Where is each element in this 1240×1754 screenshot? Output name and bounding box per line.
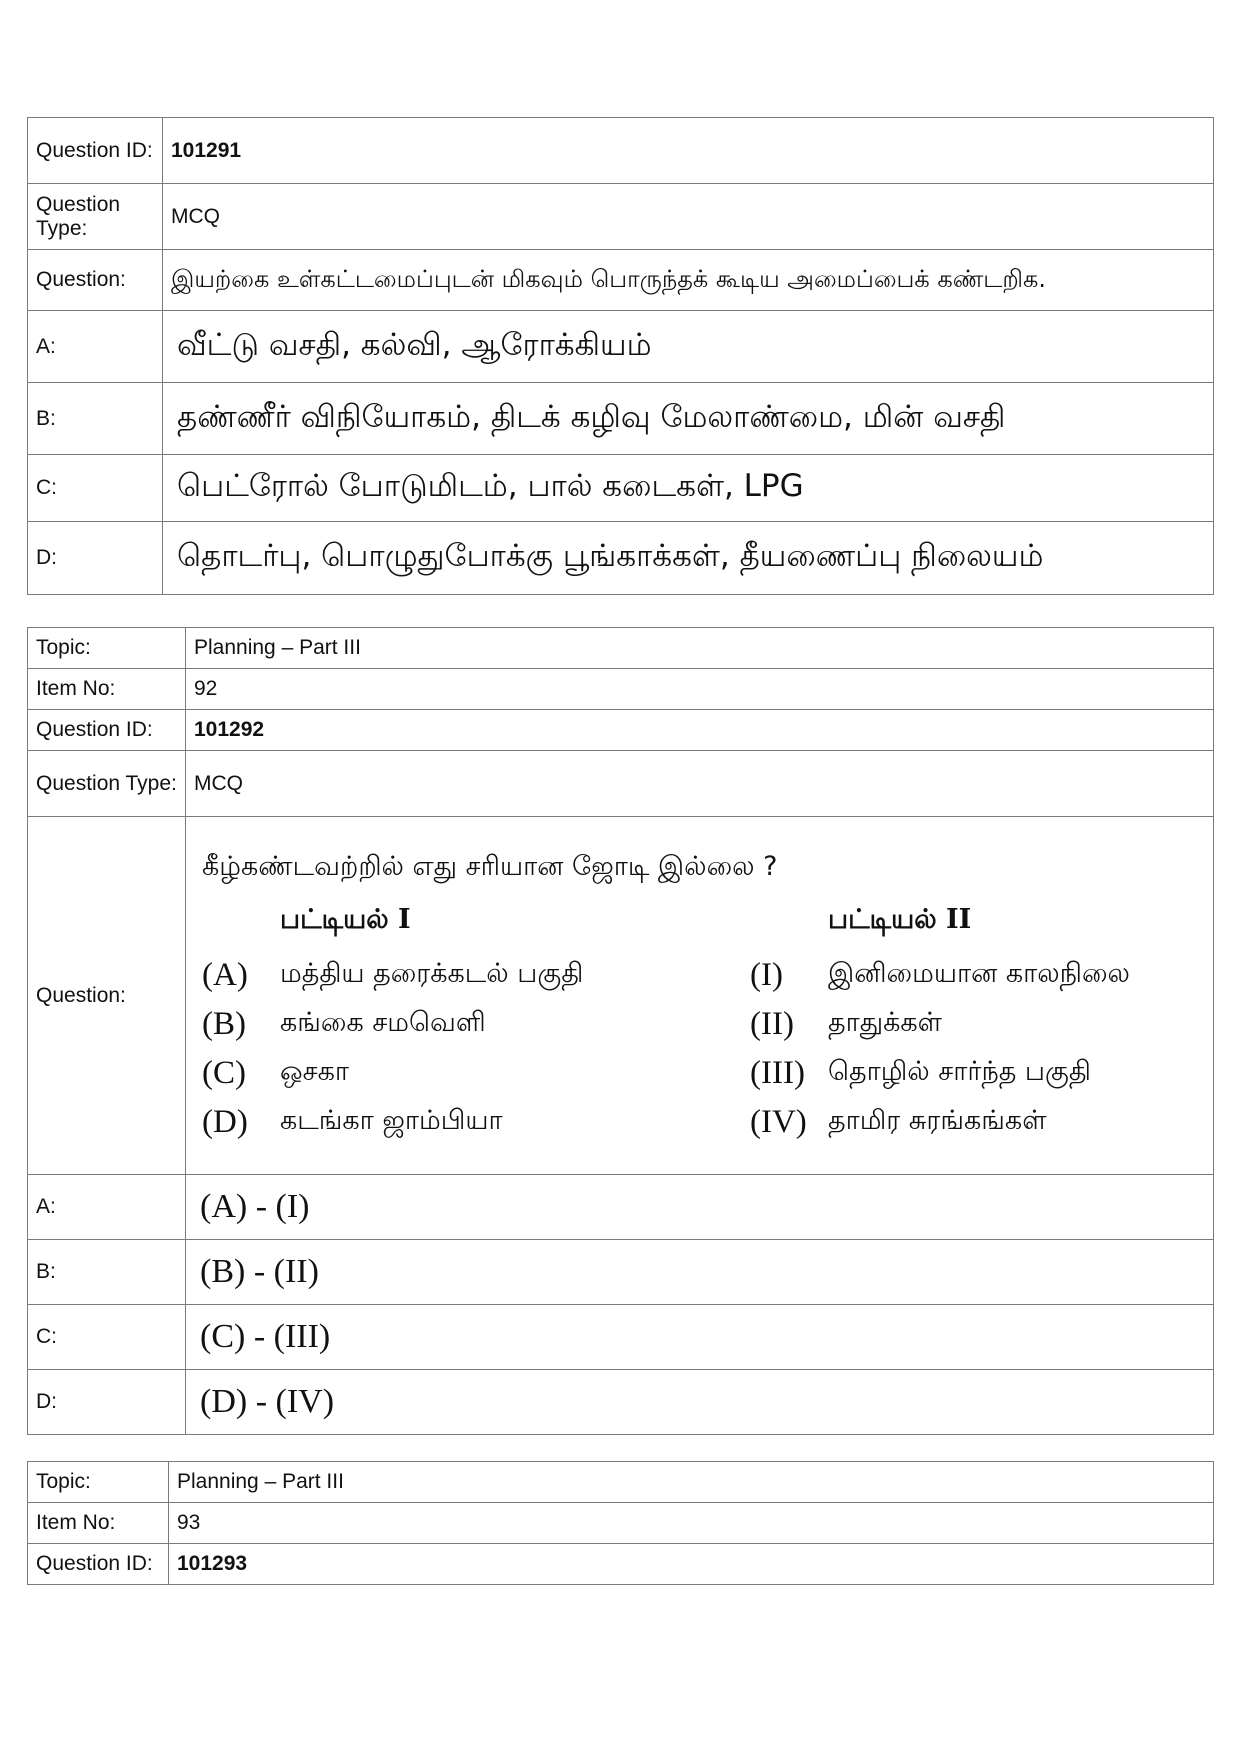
question-id-row — [28, 710, 1214, 751]
topic-value: Planning – Part III — [169, 1462, 1214, 1503]
question-type-label: Question Type: — [28, 751, 186, 817]
option-label: A: — [28, 311, 163, 383]
list-2-item: தாதுக்கள் — [828, 1006, 943, 1038]
item-no-row — [28, 1503, 1214, 1544]
option-row-a — [28, 311, 1214, 383]
topic-row — [28, 1462, 1214, 1503]
option-label: C: — [28, 1305, 186, 1370]
topic-value: Planning – Part III — [186, 628, 1214, 669]
list-2-item: தாமிர சுரங்கங்கள் — [828, 1104, 1047, 1136]
question-match-cell — [186, 817, 1214, 1175]
question-id-row — [28, 118, 1214, 184]
match-block — [194, 837, 1205, 1155]
list-1-item: கங்கை சமவெளி — [280, 1006, 486, 1038]
option-text: தொடர்பு, பொழுதுபோக்கு பூங்காக்கள், தீயணைப்பு நிலையம் — [163, 522, 1214, 595]
item-no-value: 93 — [169, 1503, 1214, 1544]
match-list — [202, 904, 1205, 1141]
option-label: B: — [28, 1240, 186, 1305]
question-table-101291 — [27, 117, 1214, 595]
question-table-101293 — [27, 1461, 1214, 1585]
item-no-row — [28, 669, 1214, 710]
question-id-value: 101293 — [169, 1544, 1214, 1585]
question-type-row — [28, 184, 1214, 250]
question-row — [28, 250, 1214, 311]
option-row-d — [28, 522, 1214, 595]
option-row-c — [28, 1305, 1214, 1370]
question-id-label: Question ID: — [28, 118, 163, 184]
option-text: பெட்ரோல் போடுமிடம், பால் கடைகள், LPG — [163, 455, 1214, 522]
question-id-value: 101292 — [186, 710, 1214, 751]
list-1-label: (A) — [202, 956, 248, 993]
option-label: D: — [28, 522, 163, 595]
list-1-label: (D) — [202, 1103, 248, 1140]
question-type-label: Question Type: — [28, 184, 163, 250]
item-no-label: Item No: — [28, 1503, 169, 1544]
option-text: (A) - (I) — [186, 1175, 1214, 1240]
question-label: Question: — [28, 250, 163, 311]
question-label: Question: — [28, 817, 186, 1175]
option-label: A: — [28, 1175, 186, 1240]
question-id-row — [28, 1544, 1214, 1585]
question-id-label: Question ID: — [28, 1544, 169, 1585]
option-text: (C) - (III) — [186, 1305, 1214, 1370]
topic-row — [28, 628, 1214, 669]
question-row — [28, 817, 1214, 1175]
question-text: இயற்கை உள்கட்டமைப்புடன் மிகவும் பொருந்தக் கூடிய அமைப்பைக் கண்டறிக. — [163, 250, 1214, 311]
option-row-d — [28, 1370, 1214, 1435]
question-table-101292 — [27, 627, 1214, 1435]
list-2-item: தொழில் சார்ந்த பகுதி — [828, 1055, 1091, 1087]
list-1-label: (B) — [202, 1005, 246, 1042]
option-label: C: — [28, 455, 163, 522]
option-text: தண்ணீர் விநியோகம், திடக் கழிவு மேலாண்மை, மின் வசதி — [163, 383, 1214, 455]
question-type-value: MCQ — [163, 184, 1214, 250]
list-2-item: இனிமையான காலநிலை — [828, 957, 1130, 989]
option-text: (D) - (IV) — [186, 1370, 1214, 1435]
item-no-label: Item No: — [28, 669, 186, 710]
option-row-b — [28, 383, 1214, 455]
topic-label: Topic: — [28, 1462, 169, 1503]
question-type-value: MCQ — [186, 751, 1214, 817]
question-id-label: Question ID: — [28, 710, 186, 751]
list-1-item: மத்திய தரைக்கடல் பகுதி — [280, 957, 584, 989]
list-1-item: கடங்கா ஜாம்பியா — [280, 1104, 503, 1136]
option-row-a — [28, 1175, 1214, 1240]
option-text: (B) - (II) — [186, 1240, 1214, 1305]
list-2-title: பட்டியல் II — [828, 903, 972, 935]
list-2-label: (II) — [750, 1005, 794, 1042]
list-1-label: (C) — [202, 1054, 246, 1091]
question-id-value: 101291 — [163, 118, 1214, 184]
topic-label: Topic: — [28, 628, 186, 669]
question-type-row — [28, 751, 1214, 817]
question-intro: கீழ்கண்டவற்றில் எது சரியான ஜோடி இல்லை ? — [202, 850, 778, 882]
list-2-label: (I) — [750, 956, 783, 993]
option-row-b — [28, 1240, 1214, 1305]
list-1-title: பட்டியல் I — [280, 903, 411, 935]
list-2-label: (IV) — [750, 1103, 807, 1140]
option-label: B: — [28, 383, 163, 455]
list-1-item: ஒசகா — [280, 1055, 349, 1087]
list-2-label: (III) — [750, 1054, 805, 1091]
option-label: D: — [28, 1370, 186, 1435]
option-text: வீட்டு வசதி, கல்வி, ஆரோக்கியம் — [163, 311, 1214, 383]
option-row-c — [28, 455, 1214, 522]
item-no-value: 92 — [186, 669, 1214, 710]
